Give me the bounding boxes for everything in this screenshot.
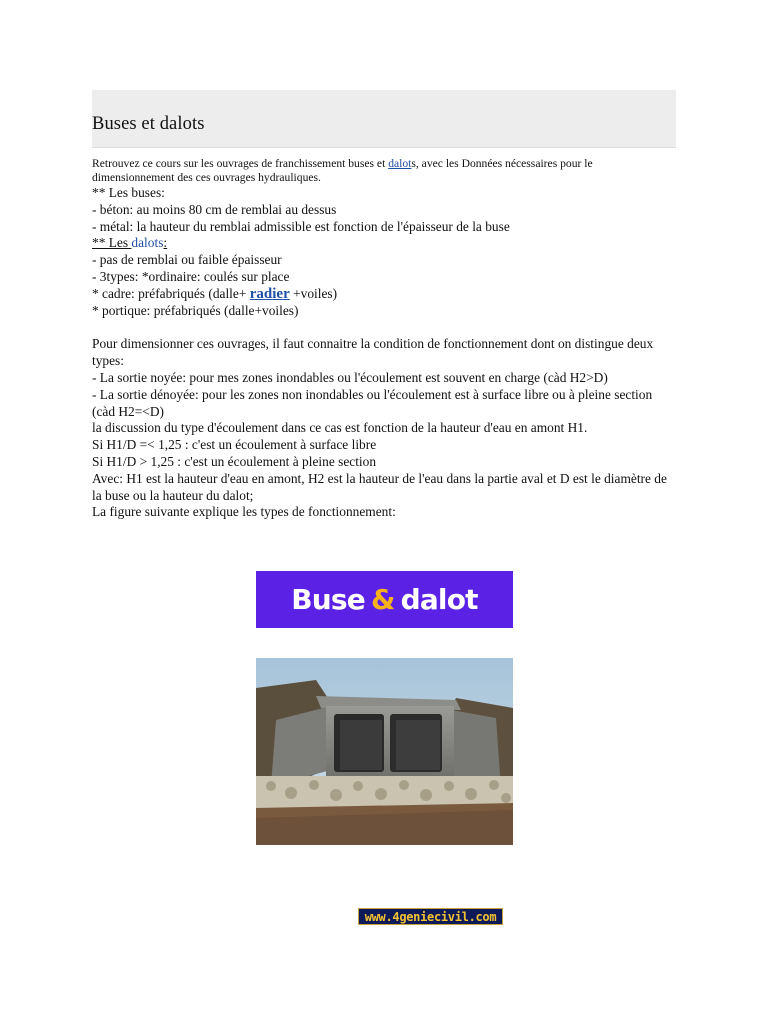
content-body (92, 185, 676, 521)
site-watermark: www.4geniecivil.com (358, 908, 503, 925)
article (92, 90, 676, 521)
paragraph-line-7: Avec: H1 est la hauteur d'eau en amont, H2 est la hauteur de l'eau dans la partie aval et D est le diamètre de la buse ou la hauteur du dalot; (92, 470, 667, 503)
spacer (92, 319, 676, 336)
dalots-item-4: * portique: préfabriqués (dalle+voiles) (92, 302, 299, 318)
culvert-illustration (256, 658, 513, 845)
paragraph-line-8: La figure suivante explique les types de fonctionnement: (92, 504, 396, 520)
paragraph-line-6: Si H1/D > 1,25 : c'est un écoulement à pleine section (92, 453, 377, 469)
intro-text: Retrouvez ce cours sur les ouvrages de franchissement buses et dalots, avec les Données nécessaires pour le dimensionnement des ces ouvrages hydrauliques. (92, 157, 593, 184)
dalots-item-1: - pas de remblai ou faible épaisseur (92, 252, 282, 268)
box-culvert-photo (256, 658, 513, 845)
buses-heading: ** Les buses: (92, 185, 165, 200)
dalot-link[interactable]: dalot (388, 157, 412, 170)
buse-dalot-banner: Buse & dalot (256, 571, 513, 628)
buses-beton: - béton: au moins 80 cm de remblai au dessus (92, 201, 337, 217)
dalots-link[interactable]: dalots (131, 235, 164, 251)
paragraph-line-5: Si H1/D =< 1,25 : c'est un écoulement à surface libre (92, 437, 377, 453)
title-bar (92, 90, 676, 148)
dalots-item-3: * cadre: préfabriqués (dalle+ radier +voiles) (92, 285, 338, 302)
page-title: Buses et dalots (92, 114, 205, 134)
radier-link[interactable]: radier (249, 285, 290, 302)
paragraph-line-3: - La sortie dénoyée: pour les zones non inondables ou l'écoulement est à surface libre ou à pleine section (càd H2=<D) (92, 386, 653, 419)
dalots-heading: ** Les dalots: (92, 235, 168, 251)
dalots-item-2: - 3types: *ordinaire: coulés sur place (92, 268, 290, 284)
paragraph-line-1: Pour dimensionner ces ouvrages, il faut connaitre la condition de fonctionnement dont on distingue deux types: (92, 336, 654, 369)
paragraph-line-2: - La sortie noyée: pour mes zones inondables ou l'écoulement est souvent en charge (càd H2>D) (92, 369, 608, 385)
paragraph-line-4: la discussion du type d'écoulement dans ce cas est fonction de la hauteur d'eau en amont H1. (92, 420, 588, 436)
buses-metal: - métal: la hauteur du remblai admissible est fonction de l'épaisseur de la buse (92, 218, 510, 234)
